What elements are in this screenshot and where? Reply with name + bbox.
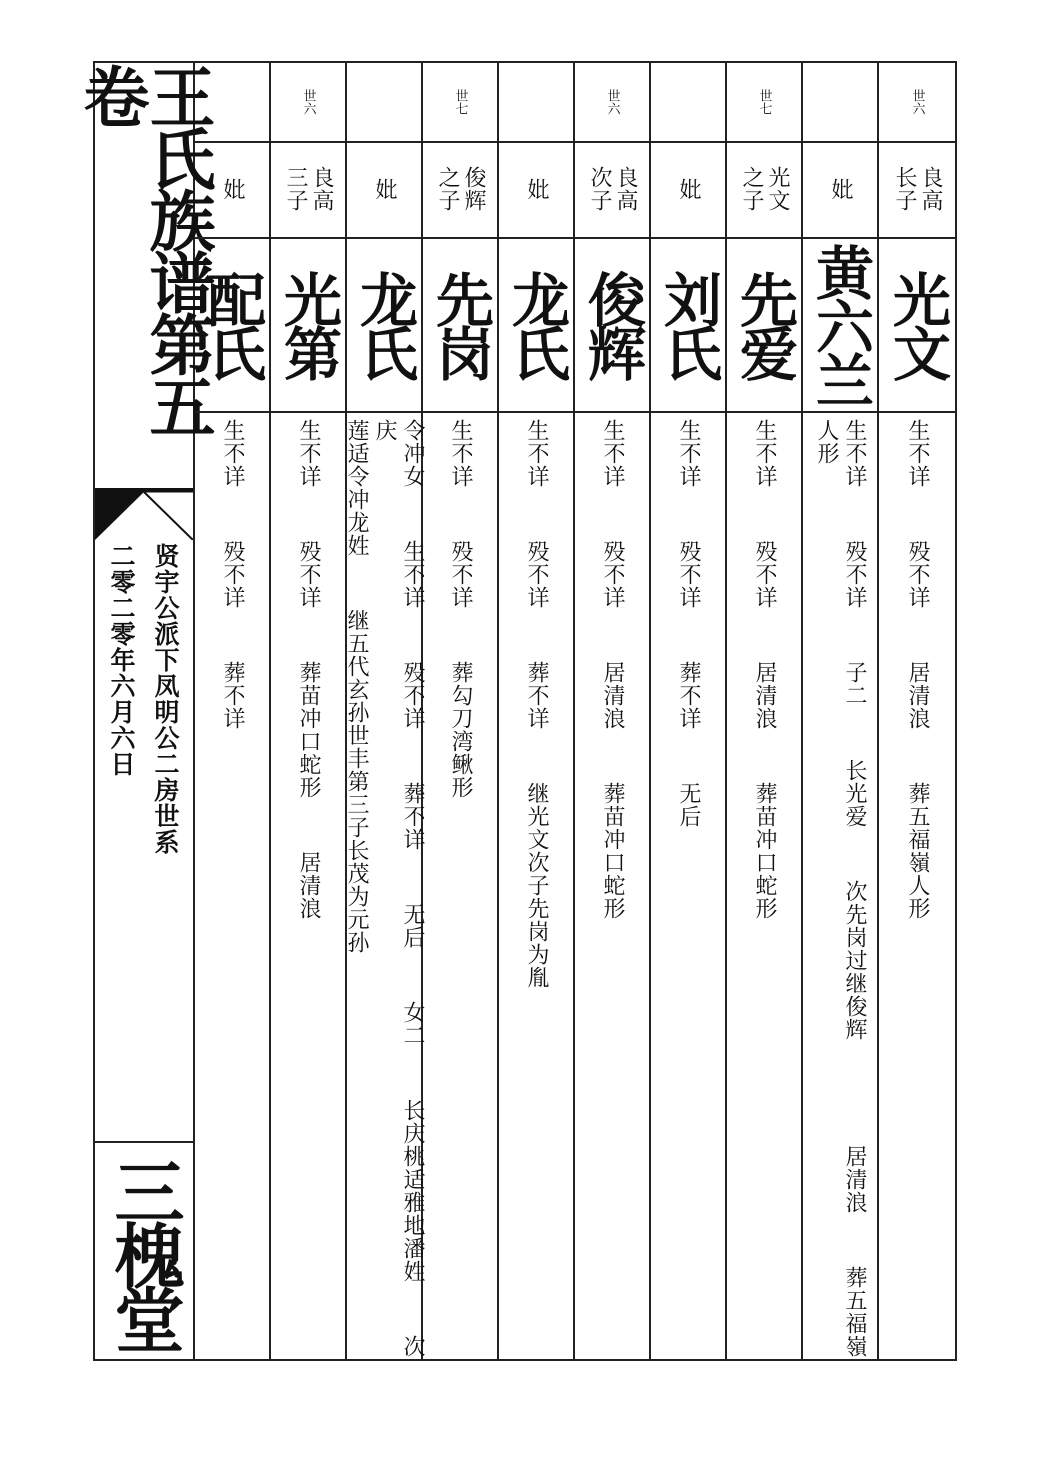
person-name: 配氏 [198, 270, 266, 378]
lineage-column [499, 63, 575, 1359]
person-biography: 生不详 殁不详 葬苗冲口蛇形 居清浪 [296, 419, 321, 920]
person-name: 黄六兰 [806, 243, 874, 405]
person-biography: 生不详 殁不详 居清浪 葬五福嶺人形 [905, 419, 930, 920]
person-name: 俊辉 [578, 270, 646, 378]
lineage-column [879, 63, 955, 1359]
lineage-column [651, 63, 727, 1359]
lineage-column [727, 63, 803, 1359]
person-biography: 生不详 殁不详 居清浪 葬苗冲口蛇形 [752, 419, 777, 920]
generation-label: 世七 [756, 89, 772, 115]
compile-date: 二零二零年六月六日 [107, 543, 136, 777]
person-name: 刘氏 [654, 270, 722, 378]
relation-label: 俊辉 之子 [435, 166, 486, 212]
lineage-column [271, 63, 347, 1359]
person-name: 光文 [883, 270, 951, 378]
person-name: 龙氏 [502, 270, 570, 378]
lineage-column [195, 63, 271, 1359]
person-biography: 生不详 殁不详 子二 长光爱 次先岗过继俊辉 居清浪 葬五福嶺 人形 [814, 419, 867, 1358]
generation-label: 世七 [452, 89, 468, 115]
lineage-column [423, 63, 499, 1359]
relation-label: 良高 三子 [283, 166, 334, 212]
genealogy-page [72, 61, 957, 1361]
relation-label: 光文 之子 [739, 166, 790, 212]
book-title: 王氏族谱第五卷 [72, 63, 216, 435]
relation-label: 妣 [524, 177, 549, 201]
lineage-column [575, 63, 651, 1359]
spine-column [72, 63, 216, 1359]
relation-label: 良高 次子 [587, 166, 638, 212]
relation-label: 妣 [220, 177, 245, 201]
hall-name: 三槐堂 [103, 1156, 186, 1348]
person-name: 先爱 [730, 270, 798, 378]
lineage-column [344, 63, 425, 1359]
generation-label: 世六 [300, 89, 316, 115]
relation-label: 妣 [828, 177, 853, 201]
person-biography: 生不详 殁不详 居清浪 葬苗冲口蛇形 [600, 419, 625, 920]
lineage-grid [195, 63, 955, 1359]
person-biography: 生不详 殁不详 葬勾刀湾鳅形 [448, 419, 473, 799]
relation-label: 妣 [372, 177, 397, 201]
person-biography: 令冲女 生不详 殁不详 葬不详 无后 女二 长庆桃适雅地潘姓 次庆 莲适令冲龙姓 继五代玄孙世丰第三子长茂为元孙 [344, 419, 425, 1358]
branch-lineage-title: 贤宇公派下凤明公二房世系 [151, 543, 180, 855]
generation-label: 世六 [604, 89, 620, 115]
person-name: 龙氏 [350, 270, 418, 378]
person-name: 先岗 [426, 270, 494, 378]
generation-label: 世六 [909, 89, 925, 115]
person-biography: 生不详 殁不详 葬不详 继光文次子先岗为胤 [524, 419, 549, 989]
person-biography: 生不详 殁不详 葬不详 无后 [676, 419, 701, 828]
relation-label: 良高 长子 [892, 166, 943, 212]
relation-label: 妣 [676, 177, 701, 201]
person-biography: 生不详 殁不详 葬不详 [220, 419, 245, 730]
fishtail-ornament [95, 488, 193, 540]
lineage-column [803, 63, 879, 1359]
person-name: 光第 [274, 270, 342, 378]
